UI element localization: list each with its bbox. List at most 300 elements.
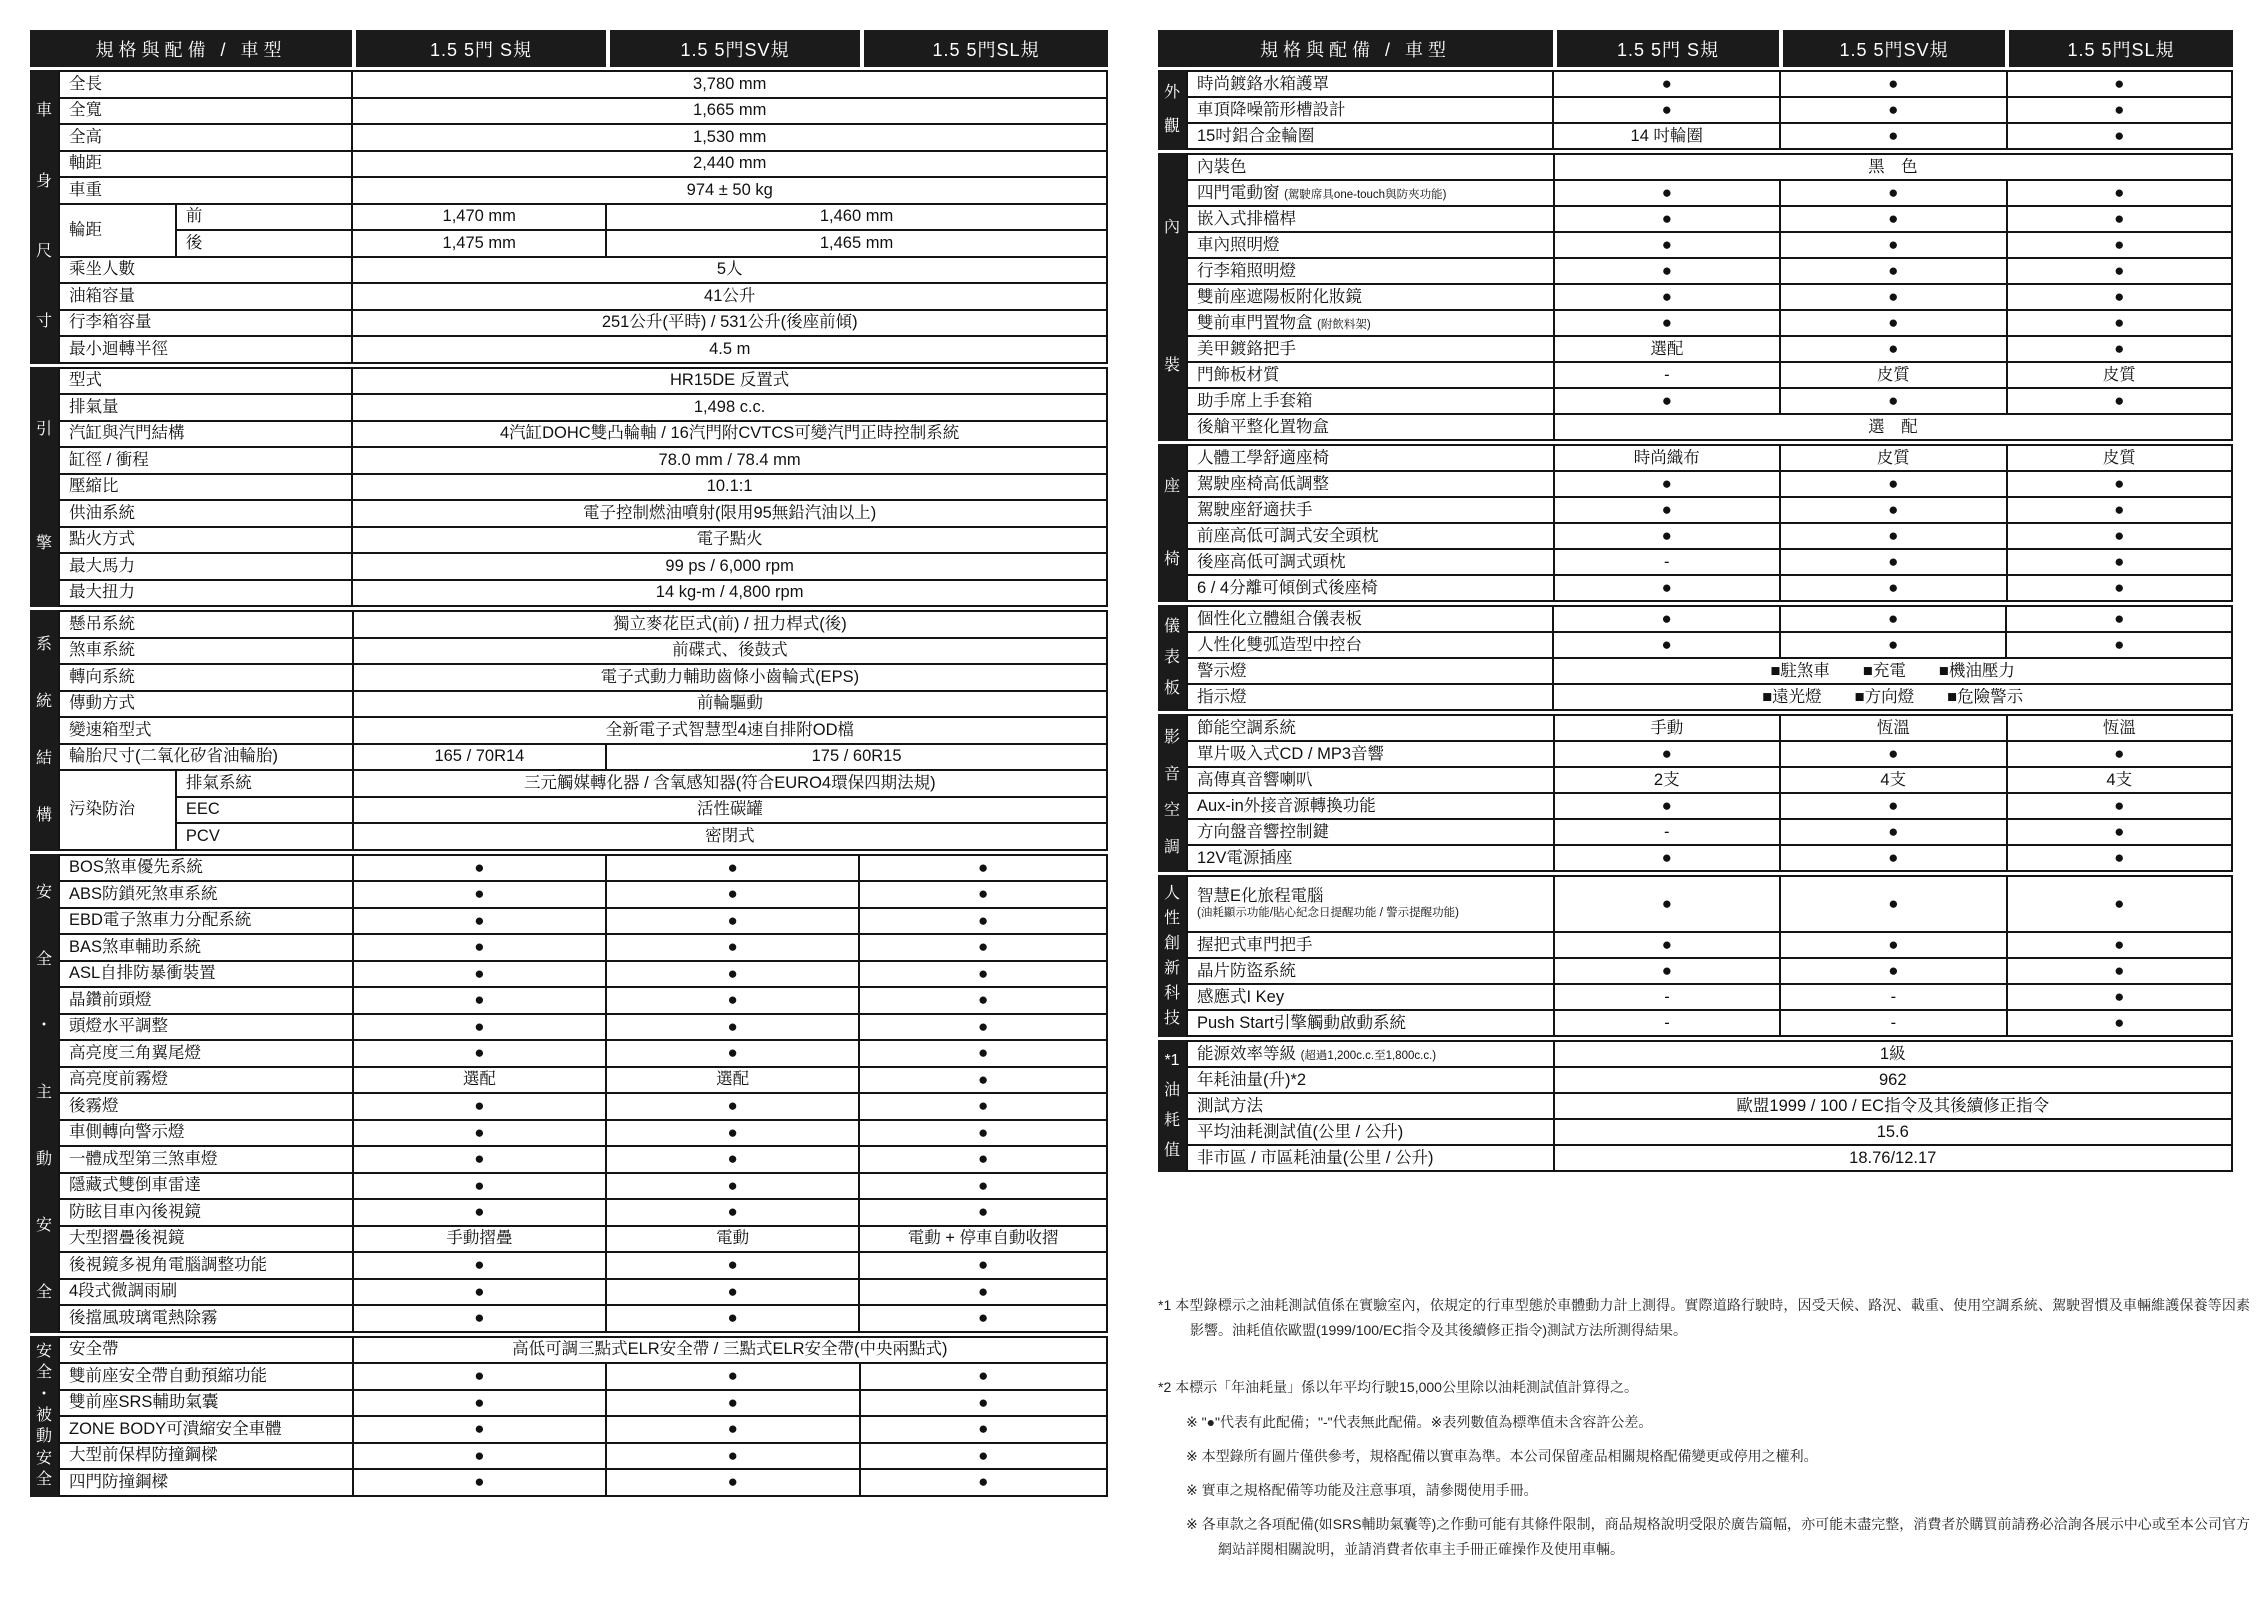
- spec-value: [2007, 206, 2232, 232]
- spec-value-text: ●: [2114, 822, 2125, 842]
- spec-value: [1554, 284, 1780, 310]
- spec-value-text: ●: [1661, 848, 1672, 868]
- spec-label-text: 雙前座SRS輔助氣囊: [69, 1393, 219, 1412]
- spec-value-text: ●: [474, 1016, 485, 1036]
- spec-value-text: ●: [2114, 552, 2125, 572]
- spec-value: [1554, 741, 1780, 767]
- spec-label: [1187, 1119, 1554, 1145]
- section-label-char: 裝: [1163, 357, 1180, 374]
- footnote: ※ 本型錄所有圖片僅供參考，規格配備以實車為準。本公司保留產品相關規格配備變更或停用之權利。: [1186, 1447, 1818, 1464]
- section-label: [30, 854, 58, 1333]
- header-col-spec: 規格與配備 / 車型: [1158, 30, 1553, 67]
- spec-value-text: 電子控制燃油噴射(限用95無鉛汽油以上): [582, 503, 877, 522]
- spec-value-text: 962: [1878, 1070, 1907, 1089]
- spec-label-text: ASL自排防暴衝裝置: [69, 964, 216, 983]
- spec-value: [859, 1093, 1107, 1120]
- spec-value-text: -: [1890, 987, 1897, 1006]
- spec-label: [1187, 123, 1553, 149]
- spec-value-text: ●: [977, 1043, 989, 1063]
- spec-value-text: 4汽缸DOHC雙凸輪軸 / 16汽門附CVTCS可變汽門正時控制系統: [499, 424, 960, 443]
- spec-value-text: ●: [1888, 609, 1899, 629]
- spec-value-text: ●: [474, 1096, 485, 1116]
- spec-value: [1780, 845, 2006, 871]
- table-row: [59, 394, 1107, 421]
- spec-value-text: ●: [474, 1472, 485, 1492]
- spec-value: [1554, 1067, 2232, 1093]
- spec-label-text: 煞車系統: [69, 641, 135, 660]
- spec-value-text: ●: [2114, 961, 2125, 981]
- footnote: *2 本標示「年油耗量」係以年平均行駛15,000公里除以油耗測試值計算得之。: [1158, 1379, 1638, 1396]
- spec-value: [1553, 71, 1780, 97]
- spec-label: [59, 1146, 353, 1173]
- table-row: [59, 177, 1107, 204]
- spec-value-text: 974 ± 50 kg: [686, 180, 773, 199]
- spec-value-text: ●: [1661, 526, 1672, 546]
- spec-value: [1780, 1010, 2006, 1036]
- table-row: [59, 1173, 1107, 1200]
- spec-value-text: 皮質: [1876, 365, 1910, 384]
- spec-value: [353, 1040, 606, 1067]
- table-row: [59, 336, 1107, 363]
- section-label: [1158, 1040, 1186, 1172]
- spec-label-text: 駕駛座舒適扶手: [1197, 500, 1313, 519]
- section-label: [1158, 70, 1186, 150]
- spec-label: [59, 1173, 353, 1200]
- table-row: [59, 1416, 1107, 1443]
- table-row: [1187, 497, 2232, 523]
- spec-section: [1158, 1040, 2233, 1172]
- spec-label: [59, 717, 353, 744]
- spec-label: [1187, 741, 1554, 767]
- spec-value: [859, 934, 1107, 961]
- table-row: [1187, 767, 2232, 793]
- spec-value-text: ●: [1661, 961, 1673, 981]
- spec-value-text: ●: [2114, 796, 2125, 816]
- spec-value: [353, 823, 1107, 850]
- spec-value-text: ●: [1888, 935, 1899, 955]
- spec-label-text: 車側轉向警示燈: [69, 1123, 185, 1142]
- spec-value: [1553, 658, 2232, 684]
- spec-value: [1553, 97, 1780, 123]
- spec-section: [1158, 714, 2233, 872]
- spec-label-text: 門飾板材質: [1197, 365, 1280, 384]
- spec-value: [353, 1120, 606, 1147]
- spec-value-text: 選配: [1650, 339, 1684, 358]
- spec-label-text: 防眩目車內後視鏡: [69, 1202, 201, 1221]
- spec-value-text: ●: [977, 1202, 989, 1222]
- section-label-char: 身: [35, 172, 52, 190]
- spec-label: [59, 1390, 353, 1417]
- spec-value-text: ●: [1888, 74, 1899, 94]
- table-row: [1187, 414, 2232, 440]
- spec-value: [2007, 932, 2232, 958]
- spec-label-text: 節能空調系統: [1197, 718, 1296, 737]
- spec-value-text: ●: [727, 1202, 738, 1222]
- section-label: [1158, 444, 1186, 602]
- spec-value-text: ●: [1661, 578, 1672, 598]
- spec-value-text: ●: [1888, 635, 1899, 655]
- spec-value-text: ●: [727, 1149, 738, 1169]
- spec-value: [1554, 310, 1780, 336]
- spec-value: [606, 934, 859, 961]
- spec-label: [1187, 819, 1554, 845]
- spec-value-text: ●: [977, 910, 989, 930]
- section-label-char: ・: [35, 1017, 52, 1035]
- spec-value-text: ●: [2114, 261, 2125, 281]
- spec-label-text: ABS防鎖死煞車系統: [69, 884, 218, 903]
- spec-value-text: 歐盟1999 / 100 / EC指令及其後續修正指令: [1736, 1096, 2050, 1115]
- spec-value-text: ●: [1888, 235, 1899, 255]
- spec-value: [1554, 715, 1780, 741]
- table-row: [59, 611, 1107, 638]
- spec-label-text: 乘坐人數: [69, 260, 135, 279]
- spec-value: [353, 770, 1107, 797]
- spec-value-text: ●: [1888, 313, 1899, 333]
- table-row: [59, 638, 1107, 665]
- spec-value-text: 恆溫: [1876, 718, 1910, 737]
- spec-value-text: ●: [727, 857, 738, 877]
- spec-value: [606, 1173, 859, 1200]
- spec-label: [59, 71, 352, 98]
- table-row: [1187, 1145, 2232, 1171]
- spec-value: [1780, 876, 2006, 932]
- sublabel-text: PCV: [185, 826, 220, 845]
- spec-label-text: 智慧E化旅程電腦: [1197, 887, 1324, 906]
- table-row: [59, 744, 1107, 771]
- table-row: [59, 474, 1107, 501]
- spec-label-text: 行李箱照明燈: [1197, 261, 1296, 280]
- section-table: [58, 610, 1108, 851]
- spec-value-text: ●: [1888, 526, 1899, 546]
- section-label-char: 調: [1163, 838, 1180, 856]
- table-row: [59, 855, 1107, 882]
- section-label-char: 空: [1163, 802, 1180, 820]
- spec-value-text: ●: [1888, 848, 1899, 868]
- spec-value: [353, 744, 607, 771]
- table-row: [59, 1279, 1107, 1306]
- spec-label: [59, 908, 353, 935]
- section-label-char: 全: [35, 1284, 52, 1302]
- spec-label-note: (超過1,200c.c.至1,800c.c.): [1300, 1049, 1437, 1062]
- table-row: [1187, 71, 2232, 97]
- spec-value: [2006, 632, 2232, 658]
- header-col-model: 1.5 5門SL規: [864, 30, 1108, 67]
- spec-value: [859, 1199, 1107, 1226]
- spec-value: [1780, 284, 2006, 310]
- spec-value: [352, 98, 1107, 125]
- spec-value-text: ●: [1661, 744, 1672, 764]
- spec-value: [1780, 180, 2006, 206]
- section-label-char: 全: [35, 1470, 52, 1488]
- spec-label-text: 全高: [69, 127, 102, 146]
- section-label-char: 椅: [1163, 550, 1180, 568]
- spec-value: [606, 1093, 859, 1120]
- spec-value: [2007, 445, 2232, 471]
- section-label: [30, 610, 58, 851]
- spec-section: [1158, 444, 2233, 602]
- spec-label-text: 缸徑 / 衝程: [69, 450, 149, 469]
- spec-label: [1187, 284, 1554, 310]
- spec-value-text: ●: [727, 910, 738, 930]
- section-label: [1158, 605, 1186, 711]
- section-label-char: *1: [1164, 1052, 1180, 1069]
- spec-label-text: 雙前座安全帶自動預縮功能: [69, 1366, 267, 1385]
- table-row: [59, 1093, 1107, 1120]
- spec-value: [606, 1199, 859, 1226]
- spec-label: [1187, 876, 1554, 932]
- spec-value: [1554, 1119, 2232, 1145]
- table-row: [1187, 523, 2232, 549]
- table-row: [59, 447, 1107, 474]
- spec-group-label: [59, 770, 176, 850]
- table-row: [59, 1443, 1107, 1470]
- spec-value-text: ●: [1888, 261, 1899, 281]
- spec-value: [1554, 845, 1780, 871]
- spec-label-text: 油箱容量: [69, 286, 135, 305]
- spec-value: [859, 1014, 1107, 1041]
- spec-label-text: 點火方式: [69, 530, 135, 549]
- table-row: [59, 1469, 1107, 1496]
- table-row: [59, 1014, 1107, 1041]
- spec-label: [59, 1337, 353, 1364]
- spec-label: [59, 1363, 353, 1390]
- spec-value: [353, 1305, 606, 1332]
- spec-value-text: ■駐煞車 ■充電 ■機油壓力: [1770, 661, 2015, 680]
- spec-value-text: 3,780 mm: [693, 74, 767, 93]
- table-row: [59, 230, 1107, 257]
- spec-value-text: ●: [474, 1308, 485, 1328]
- spec-label-note: (附飲料架): [1317, 318, 1371, 331]
- spec-value: [1553, 684, 2232, 710]
- spec-value: [606, 1252, 859, 1279]
- table-row: [59, 691, 1107, 718]
- spec-value: [352, 553, 1107, 580]
- spec-label: [1187, 232, 1554, 258]
- spec-value-text: ●: [1661, 391, 1673, 411]
- table-row: [1187, 658, 2232, 684]
- spec-label-note: (駕駛席具one-touch與防夾功能): [1284, 188, 1447, 201]
- spec-label-text: 汽缸與汽門結構: [69, 424, 185, 443]
- spec-value: [1554, 1041, 2232, 1067]
- spec-label-text: 能源效率等級: [1197, 1044, 1296, 1063]
- spec-label-text: 軸距: [69, 154, 102, 173]
- spec-label: [59, 881, 353, 908]
- spec-label: [59, 1040, 353, 1067]
- spec-value: [353, 987, 606, 1014]
- spec-label-text: 指示燈: [1197, 687, 1247, 706]
- spec-value: [1780, 932, 2006, 958]
- header-col-spec: 規格與配備 / 車型: [30, 30, 352, 67]
- section-label-char: 系: [35, 635, 52, 653]
- spec-value-text: 選 配: [1868, 417, 1918, 436]
- table-row: [59, 151, 1107, 178]
- spec-value: [2007, 497, 2232, 523]
- sublabel-text: EEC: [185, 800, 220, 819]
- spec-label: [59, 500, 352, 527]
- table-row: [59, 98, 1107, 125]
- spec-label-text: 測試方法: [1197, 1096, 1263, 1115]
- spec-label: [59, 527, 352, 554]
- table-row: [59, 310, 1107, 337]
- spec-value: [859, 1067, 1107, 1094]
- spec-value-text: 前碟式、後鼓式: [672, 641, 788, 660]
- section-label-char: 擎: [35, 534, 52, 552]
- table-row: [59, 881, 1107, 908]
- spec-label-text: 車頂降噪箭形槽設計: [1197, 100, 1346, 119]
- spec-value: [859, 1252, 1107, 1279]
- spec-value-text: 2,440 mm: [693, 154, 767, 173]
- table-row: [1187, 958, 2232, 984]
- spec-value-text: ●: [1888, 552, 1899, 572]
- table-row: [59, 204, 1107, 231]
- spec-value: [353, 1093, 606, 1120]
- spec-label-text: 懸吊系統: [69, 614, 135, 633]
- section-label-char: 新: [1163, 959, 1180, 977]
- spec-label-text: 後擋風玻璃電熱除霧: [69, 1308, 218, 1327]
- spec-value: [859, 961, 1107, 988]
- spec-label: [1187, 958, 1554, 984]
- spec-value-text: ●: [2114, 635, 2125, 655]
- spec-value: [859, 987, 1107, 1014]
- header-col-model: 1.5 5門SV規: [1783, 30, 2005, 67]
- spec-label-text: 最大扭力: [69, 583, 135, 602]
- spec-value: [1780, 767, 2006, 793]
- spec-value-text: ●: [2114, 235, 2125, 255]
- table-row: [1187, 180, 2232, 206]
- spec-value-text: 4支: [2106, 770, 2133, 789]
- spec-value-text: ●: [474, 1392, 485, 1412]
- spec-value: [353, 1199, 606, 1226]
- spec-value-text: 41公升: [704, 286, 756, 305]
- spec-value: [1780, 575, 2006, 601]
- section-label: [1158, 714, 1186, 872]
- spec-label: [59, 421, 352, 448]
- spec-value-text: ●: [977, 1069, 989, 1089]
- spec-value-text: ●: [2114, 339, 2125, 359]
- section-table: [1186, 714, 2233, 872]
- spec-label: [1187, 497, 1554, 523]
- spec-label-text: 15吋鋁合金輪圈: [1197, 126, 1315, 145]
- spec-value: [1780, 336, 2006, 362]
- spec-value: [2007, 845, 2233, 871]
- table-row: [59, 71, 1107, 98]
- spec-group-label: [59, 204, 176, 257]
- spec-value: [1780, 741, 2006, 767]
- spec-value-text: 電子點火: [696, 530, 763, 549]
- table-row: [1187, 932, 2232, 958]
- spec-value-text: ●: [1661, 894, 1673, 914]
- spec-label-text: Aux-in外接音源轉換功能: [1197, 796, 1376, 815]
- section-table: [58, 70, 1108, 364]
- table-row: [59, 283, 1107, 310]
- spec-value-text: ●: [978, 1472, 989, 1492]
- spec-value-text: ●: [1888, 209, 1899, 229]
- spec-value-text: ●: [727, 1392, 738, 1412]
- table-row: [59, 1146, 1107, 1173]
- spec-value-text: ●: [977, 1096, 989, 1116]
- spec-value-text: 1,460 mm: [819, 207, 894, 226]
- table-row: [1187, 232, 2232, 258]
- spec-value-text: ●: [474, 1122, 485, 1142]
- spec-value: [2007, 549, 2232, 575]
- spec-value-text: HR15DE 反置式: [670, 371, 790, 390]
- spec-value: [353, 934, 606, 961]
- spec-sublabel: [176, 823, 353, 850]
- spec-label-text: 供油系統: [69, 503, 135, 522]
- spec-value-text: ●: [2114, 935, 2125, 955]
- section-label-char: 安: [35, 1343, 52, 1361]
- spec-label-text: 最小迴轉半徑: [69, 339, 168, 358]
- table-row: [1187, 97, 2232, 123]
- table-row: [59, 823, 1107, 850]
- spec-label: [1187, 258, 1554, 284]
- table-row: [59, 257, 1107, 284]
- section-label: [30, 367, 58, 608]
- spec-value: [1554, 1093, 2232, 1119]
- spec-label-text: 排氣量: [69, 397, 119, 416]
- table-row: [1187, 549, 2232, 575]
- spec-label-text: 大型前保桿防撞鋼樑: [69, 1446, 218, 1465]
- spec-section: [1158, 875, 2233, 1037]
- spec-label: [59, 124, 352, 151]
- spec-value-text: ●: [2114, 474, 2125, 494]
- spec-label-text: 嵌入式排檔桿: [1197, 209, 1296, 228]
- spec-value-text: -: [1890, 1013, 1897, 1032]
- spec-value-text: 電子式動力輔助齒條小齒輪式(EPS): [600, 667, 860, 686]
- spec-value: [1780, 523, 2006, 549]
- spec-label-text: 大型摺疊後視鏡: [69, 1229, 185, 1248]
- spec-label-text: 平均油耗測試值(公里 / 公升): [1197, 1122, 1404, 1141]
- spec-label: [1187, 414, 1554, 440]
- spec-value-text: 活性碳罐: [696, 800, 763, 819]
- spec-value-text: ●: [977, 963, 989, 983]
- spec-value: [353, 1390, 606, 1417]
- spec-label: [1187, 658, 1553, 684]
- spec-value: [606, 987, 859, 1014]
- spec-value: [1553, 606, 1780, 632]
- spec-value: [1554, 258, 1780, 284]
- spec-value: [2007, 258, 2232, 284]
- spec-label: [59, 368, 352, 395]
- spec-value-text: ●: [2114, 100, 2125, 120]
- spec-label-text: 雙前車門置物盒: [1197, 313, 1313, 332]
- section-label-char: 統: [35, 692, 52, 710]
- spec-value: [606, 1390, 859, 1417]
- table-row: [59, 1120, 1107, 1147]
- spec-value-text: ●: [474, 910, 485, 930]
- spec-value-text: ●: [1661, 74, 1672, 94]
- spec-section: [30, 367, 1108, 608]
- table-row: [1187, 793, 2232, 819]
- footnotes: [1158, 1293, 2250, 1572]
- spec-value-text: ●: [978, 1366, 989, 1386]
- spec-value-text: ●: [1661, 635, 1672, 655]
- section-label-char: 油: [1163, 1082, 1180, 1099]
- spec-section: [30, 70, 1108, 364]
- section-table: [1186, 875, 2233, 1037]
- spec-value-text: ●: [1661, 183, 1673, 203]
- spec-value: [1554, 549, 1781, 575]
- spec-section: [30, 1336, 1108, 1497]
- spec-value: [2007, 362, 2232, 388]
- spec-label: [1187, 575, 1554, 601]
- spec-label: [59, 691, 353, 718]
- spec-value: [606, 881, 859, 908]
- spec-label-text: 車內照明燈: [1197, 235, 1280, 254]
- spec-label-text: 美甲鍍鉻把手: [1197, 339, 1296, 358]
- section-label-char: 全: [35, 950, 52, 968]
- spec-value-text: ●: [727, 990, 738, 1010]
